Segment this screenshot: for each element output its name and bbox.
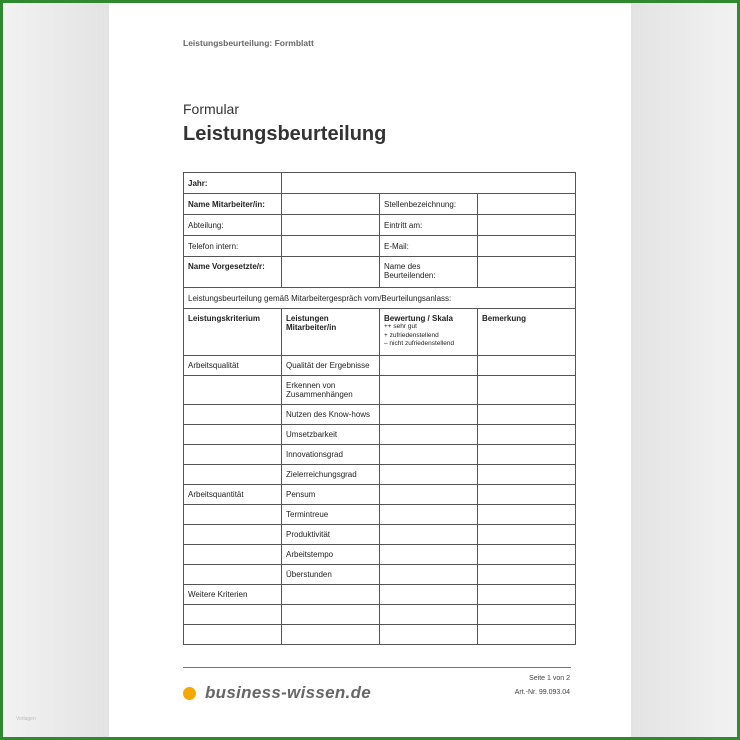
table-row [184, 356, 576, 376]
row-kriterium [184, 545, 282, 565]
article-number: Art.-Nr. 99.093.04 [514, 689, 570, 696]
row-leistung[interactable] [282, 585, 380, 605]
row-bewertung-cell[interactable] [380, 585, 478, 605]
table-row [184, 425, 576, 445]
brand-logo: business-wissen.de [205, 683, 372, 702]
row-kriterium[interactable] [184, 625, 282, 645]
row-bewertung-cell[interactable] [380, 425, 478, 445]
eintritt-field[interactable] [478, 215, 576, 236]
logo-dot-icon [183, 687, 196, 700]
footer-divider [183, 667, 571, 668]
vorgesetzte-label: Name Vorgesetzte/r: [184, 257, 282, 288]
row-kriterium [184, 405, 282, 425]
document-title: Leistungsbeurteilung [183, 123, 387, 145]
document-page [109, 3, 631, 737]
row-kriterium [184, 465, 282, 485]
row-bewertung-cell[interactable] [380, 565, 478, 585]
row-leistung: Nutzen des Know-hows [282, 405, 380, 425]
page-number: Seite 1 von 2 [529, 675, 570, 682]
row-bemerkung-cell[interactable] [478, 585, 576, 605]
table-row [184, 545, 576, 565]
row-kriterium [184, 565, 282, 585]
table-row [184, 625, 576, 645]
row-leistung[interactable] [282, 605, 380, 625]
column-header-bemerkung: Bemerkung [478, 309, 576, 356]
abteilung-label: Abteilung: [184, 215, 282, 236]
stelle-field[interactable] [478, 194, 576, 215]
column-header-row [184, 309, 576, 356]
row-bemerkung-cell[interactable] [478, 505, 576, 525]
row-leistung: Überstunden [282, 565, 380, 585]
row-bemerkung-cell[interactable] [478, 425, 576, 445]
row-bemerkung-cell[interactable] [478, 605, 576, 625]
row-kriterium [184, 445, 282, 465]
table-row [184, 525, 576, 545]
table-row [184, 405, 576, 425]
table-row [184, 445, 576, 465]
row-kriterium: Arbeitsquantität [184, 485, 282, 505]
row-bewertung-cell[interactable] [380, 525, 478, 545]
row-leistung: Arbeitstempo [282, 545, 380, 565]
row-bewertung-cell[interactable] [380, 356, 478, 376]
background-right [631, 3, 737, 737]
row-anlass [184, 288, 576, 309]
row-abteilung [184, 215, 576, 236]
column-header-leistungen: Leistungen Mitarbeiter/in [282, 309, 380, 356]
row-bemerkung-cell[interactable] [478, 625, 576, 645]
running-header: Leistungsbeurteilung: Formblatt [183, 38, 314, 48]
row-leistung: Qualität der Ergebnisse [282, 356, 380, 376]
jahr-label: Jahr: [184, 173, 282, 194]
scale-unsatisfactory: – nicht zufriedenstellend [384, 340, 455, 347]
email-label: E-Mail: [380, 236, 478, 257]
row-bemerkung-cell[interactable] [478, 465, 576, 485]
table-row [184, 505, 576, 525]
row-bewertung-cell[interactable] [380, 545, 478, 565]
row-telefon [184, 236, 576, 257]
watermark: Vorlagen [16, 716, 36, 722]
table-row [184, 465, 576, 485]
row-bewertung-cell[interactable] [380, 625, 478, 645]
bewertung-title: Bewertung / Skala [384, 314, 453, 323]
background-left [3, 3, 109, 737]
row-kriterium[interactable] [184, 605, 282, 625]
row-bewertung-cell[interactable] [380, 605, 478, 625]
row-leistung: Produktivität [282, 525, 380, 545]
document-subtitle: Formular [183, 101, 240, 117]
row-bemerkung-cell[interactable] [478, 405, 576, 425]
table-row [184, 376, 576, 405]
stelle-label: Stellenbezeichnung: [380, 194, 478, 215]
row-bewertung-cell[interactable] [380, 505, 478, 525]
scale-satisfactory: + zufriedenstellend [384, 331, 439, 339]
mitarbeiter-field[interactable] [282, 194, 380, 215]
telefon-field[interactable] [282, 236, 380, 257]
row-bemerkung-cell[interactable] [478, 545, 576, 565]
abteilung-field[interactable] [282, 215, 380, 236]
row-bemerkung-cell[interactable] [478, 445, 576, 465]
row-bewertung-cell[interactable] [380, 376, 478, 405]
table-row [184, 485, 576, 505]
row-leistung: Erkennen von Zusammenhängen [282, 376, 380, 405]
scale-very-good: ++ sehr gut [384, 323, 417, 330]
row-jahr [184, 173, 576, 194]
table-row [184, 585, 576, 605]
telefon-label: Telefon intern: [184, 236, 282, 257]
email-field[interactable] [478, 236, 576, 257]
vorgesetzte-field[interactable] [282, 257, 380, 288]
table-row [184, 605, 576, 625]
jahr-field[interactable] [282, 173, 576, 194]
table-row [184, 565, 576, 585]
row-bemerkung-cell[interactable] [478, 376, 576, 405]
row-bewertung-cell[interactable] [380, 445, 478, 465]
row-leistung: Termintreue [282, 505, 380, 525]
row-leistung: Zielerreichungsgrad [282, 465, 380, 485]
row-bewertung-cell[interactable] [380, 405, 478, 425]
row-mitarbeiter [184, 194, 576, 215]
evaluation-form-table [183, 172, 576, 645]
mitarbeiter-label: Name Mitarbeiter/in: [184, 194, 282, 215]
row-leistung: Innovationsgrad [282, 445, 380, 465]
row-bemerkung-cell[interactable] [478, 525, 576, 545]
row-bemerkung-cell[interactable] [478, 356, 576, 376]
beurteilende-label: Name des Beurteilenden: [380, 257, 478, 288]
row-bewertung-cell[interactable] [380, 465, 478, 485]
anlass-label[interactable]: Leistungsbeurteilung gemäß Mitarbeitergespräch vom/Beurteilungsanlass: [184, 288, 576, 309]
row-kriterium [184, 505, 282, 525]
row-leistung: Pensum [282, 485, 380, 505]
row-leistung[interactable] [282, 625, 380, 645]
row-vorgesetzte [184, 257, 576, 288]
column-header-kriterium: Leistungskriterium [184, 309, 282, 356]
beurteilende-field[interactable] [478, 257, 576, 288]
eintritt-label: Eintritt am: [380, 215, 478, 236]
row-bemerkung-cell[interactable] [478, 565, 576, 585]
row-leistung: Umsetzbarkeit [282, 425, 380, 445]
row-kriterium [184, 525, 282, 545]
row-kriterium: Arbeitsqualität [184, 356, 282, 376]
column-header-bewertung [380, 309, 478, 356]
row-bewertung-cell[interactable] [380, 485, 478, 505]
row-bemerkung-cell[interactable] [478, 485, 576, 505]
row-kriterium [184, 376, 282, 405]
row-kriterium [184, 425, 282, 445]
row-kriterium: Weitere Kriterien [184, 585, 282, 605]
